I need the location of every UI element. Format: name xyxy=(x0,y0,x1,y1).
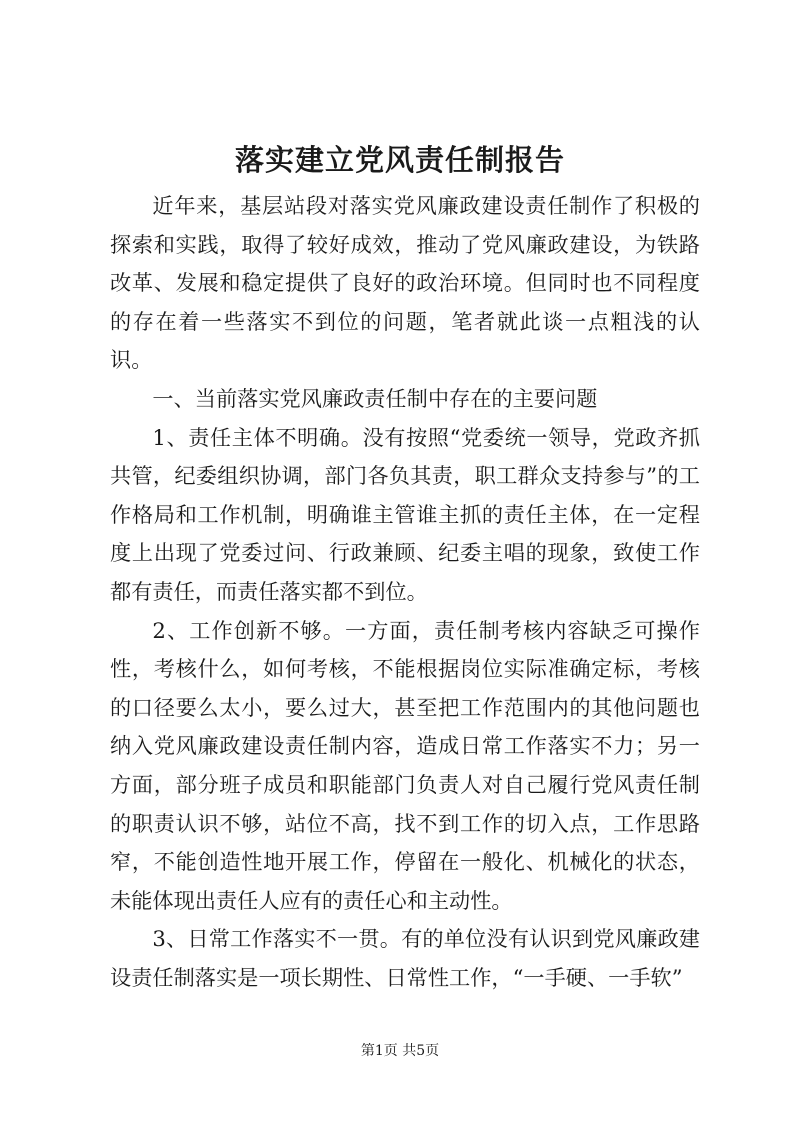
paragraph-item-1: 1、责任主体不明确。没有按照“党委统一领导，党政齐抓共管，纪委组织协调，部门各负其责，职工群众支持参与”的工作格局和工作机制，明确谁主管谁主抓的责任主体，在一定程度上出现了党委过问、行政兼顾、纪委主唱的现象，致使工作都有责任，而责任落实都不到位。 xyxy=(110,424,700,604)
paragraph-item-3: 3、日常工作落实不一贯。有的单位没有认识到党风廉政建设责任制落实是一项长期性、日常性工作，“一手硬、一手软” xyxy=(110,926,700,990)
section-heading-1: 一、当前落实党风廉政责任制中存在的主要问题 xyxy=(152,385,598,411)
page-footer: 第1页 共5页 xyxy=(360,1043,440,1059)
paragraph-item-2: 2、工作创新不够。一方面，责任制考核内容缺乏可操作性，考核什么，如何考核，不能根据岗位实际准确定标，考核的口径要么太小，要么过大，甚至把工作范围内的其他问题也纳入党风廉政建设责任制内容，造成日常工作落实不力；另一方面，部分班子成员和职能部门负责人对自己履行党风责任制的职责认识不够，站位不高，找不到工作的切入点，工作思路窄，不能创造性地开展工作，停留在一般化、机械化的状态，未能体现出责任人应有的责任心和主动性。 xyxy=(110,617,700,913)
paragraph-intro: 近年来，基层站段对落实党风廉政建设责任制作了积极的探索和实践，取得了较好成效，推动了党风廉政建设，为铁路改革、发展和稳定提供了良好的政治环境。但同时也不同程度的存在着一些落实不到位的问题，笔者就此谈一点粗浅的认识。 xyxy=(110,193,700,373)
document-title: 落实建立党风责任制报告 xyxy=(234,143,565,177)
document-body xyxy=(110,187,700,997)
